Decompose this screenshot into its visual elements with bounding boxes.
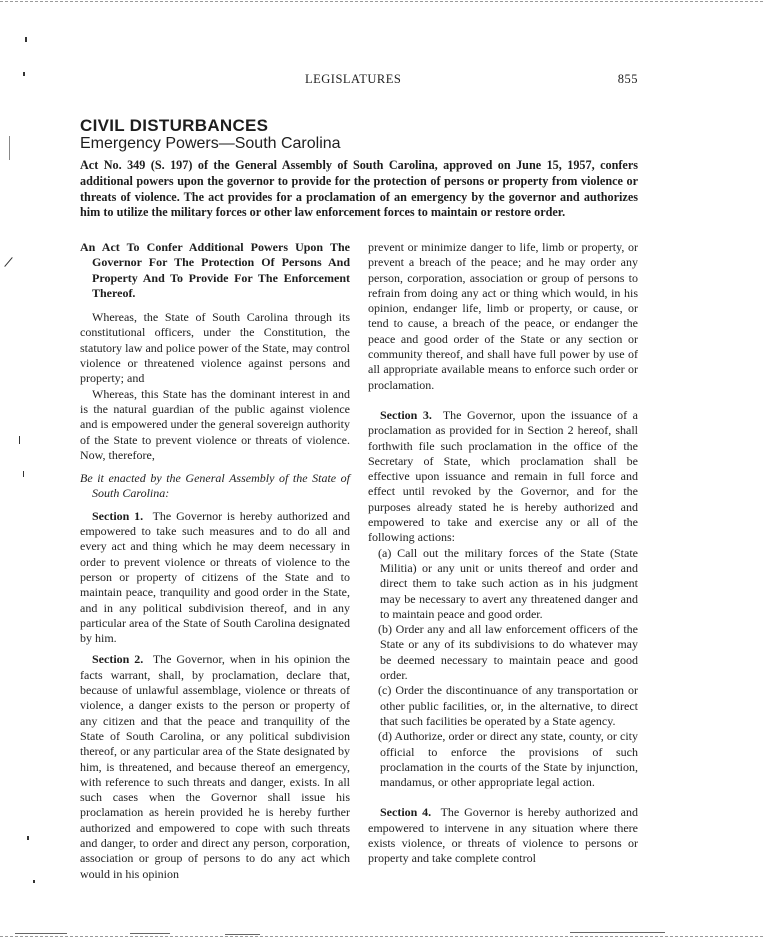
scan-rule: [225, 934, 260, 935]
section-title: CIVIL DISTURBANCES: [80, 116, 269, 135]
scan-mark: [19, 436, 20, 444]
section-2-continued: prevent or minimize danger to life, limb or property, or prevent a breach of the peace; and he may order any person, corporation, association or group of persons to refrain from doing any act or thing which would, in his opinion, endanger life, limb or property, or cause, or tend to cause, a breach of the peace, or endanger the peace and good order of the State or any section or community thereof, and shall have full power by use of all appropriate available means to enforce such order or proclamation.: [368, 240, 638, 392]
enacting-clause: Be it enacted by the General Assembly of the State of South Carolina:: [80, 471, 350, 501]
section-3-item-c: (c) Order the discontinuance of any transportation or other public facilities, or, in the alternative, to direct that such facilities be operated by a State agency.: [378, 683, 638, 728]
scan-bottom-border: [0, 936, 763, 937]
page-number: 855: [617, 72, 638, 86]
section-3-item-d: (d) Authorize, order or direct any state, county, or city official to enforce the provisions of such proclamation in the courts of the State by injunction, mandamus, or other appropriate legal action.: [378, 729, 638, 790]
section-2-label: Section 2.: [92, 652, 144, 667]
act-title: An Act To Confer Additional Powers Upon The Governor For The Protection Of Persons And Property And To Provide For The Enforcement Thereof.: [80, 240, 350, 300]
scan-mark: [4, 257, 12, 267]
right-column: [368, 240, 638, 867]
section-3-paragraph: [368, 408, 638, 546]
running-head-title: LEGISLATURES: [305, 72, 402, 86]
section-1-paragraph: [80, 509, 350, 647]
section-3-label: Section 3.: [380, 407, 432, 422]
scan-mark: [23, 471, 24, 477]
section-3-item-a: (a) Call out the military forces of the State (State Militia) or any unit or units thereof and order and direct them to take such action as in his judgment may be necessary to avert any threatened danger and to maintain peace and good order.: [378, 545, 638, 621]
section-3-text: The Governor, upon the issuance of a proclamation as provided for in Section 2 hereof, shall forthwith file such proclamation in the office of the Secretary of State, which proclamation shall be effective upon issuance and remain in full force and effect until revoked by the Governor, and for the purposes already stated he is hereby authorized and empowered to take and exercise any or all of the following actions:: [368, 407, 638, 545]
left-column: [80, 240, 350, 882]
scan-rule: [15, 933, 67, 934]
act-summary: Act No. 349 (S. 197) of the General Assembly of South Carolina, approved on June 15, 1957, confers additional powers upon the governor to provide for the protection of persons or property from violence or threats of violence. The act provides for a proclamation of an emergency by the governor and authorizes him to utilize the military forces or other law enforcement forces to maintain or restore order.: [80, 158, 638, 220]
scan-top-border: [0, 1, 763, 2]
section-3-item-b: (b) Order any and all law enforcement officers of the State or any of its subdivisions to do whatever may be deemed necessary to maintain peace and good order.: [378, 622, 638, 683]
section-subtitle: Emergency Powers—South Carolina: [80, 135, 341, 152]
scan-mark: [33, 880, 35, 883]
scan-mark: [23, 72, 25, 76]
scan-mark: [9, 136, 10, 160]
scan-rule: [570, 932, 665, 933]
preamble-paragraph: Whereas, the State of South Carolina through its constitutional officers, under the Constitution, the statutory law and police power of the State, may control violence or threatened violence against persons and property; and: [80, 310, 350, 386]
section-2-text: The Governor, when in his opinion the facts warrant, shall, by proclamation, declare that, because of unlawful assemblage, violence or threats of violence, a danger exists to the person or property of any citizen and that the peace and tranquility of the State of South Carolina, or any political subdivision thereof, or any particular area of the State designated by him, is threatened, and because thereof an emergency, with reference to such threats and danger, exists. In all such cases when the Governor shall issue his proclamation as herein provided he is hereby further authorized and empowered to cope with such threats and danger, to order and direct any person, corporation, association or group of persons to do any act which would in his opinion: [80, 652, 350, 881]
section-1-label: Section 1.: [92, 508, 144, 523]
section-4-label: Section 4.: [380, 805, 432, 820]
section-2-paragraph: [80, 652, 350, 881]
scan-mark: [25, 37, 27, 42]
section-4-text: The Governor is hereby authorized and empowered to intervene in any situation where there exists violence, or threats of violence to persons or property and take complete control: [368, 805, 638, 866]
preamble-paragraph: Whereas, this State has the dominant interest in and is the natural guardian of the public against violence and is empowered under the general sovereign authority of the State to prevent violence or threats of violence. Now, therefore,: [80, 386, 350, 462]
scan-rule: [130, 933, 170, 934]
section-4-paragraph: [368, 805, 638, 866]
section-1-text: The Governor is hereby authorized and empowered to take such measures and to do all and every act and thing which he may deem necessary in order to prevent violence or threats of violence to the person or property of citizens of the State and to maintain peace, tranquility and good order in the State, and in any political subdivision thereof, and in any particular area of the State of South Carolina designated by him.: [80, 508, 350, 646]
scan-mark: [27, 836, 29, 840]
